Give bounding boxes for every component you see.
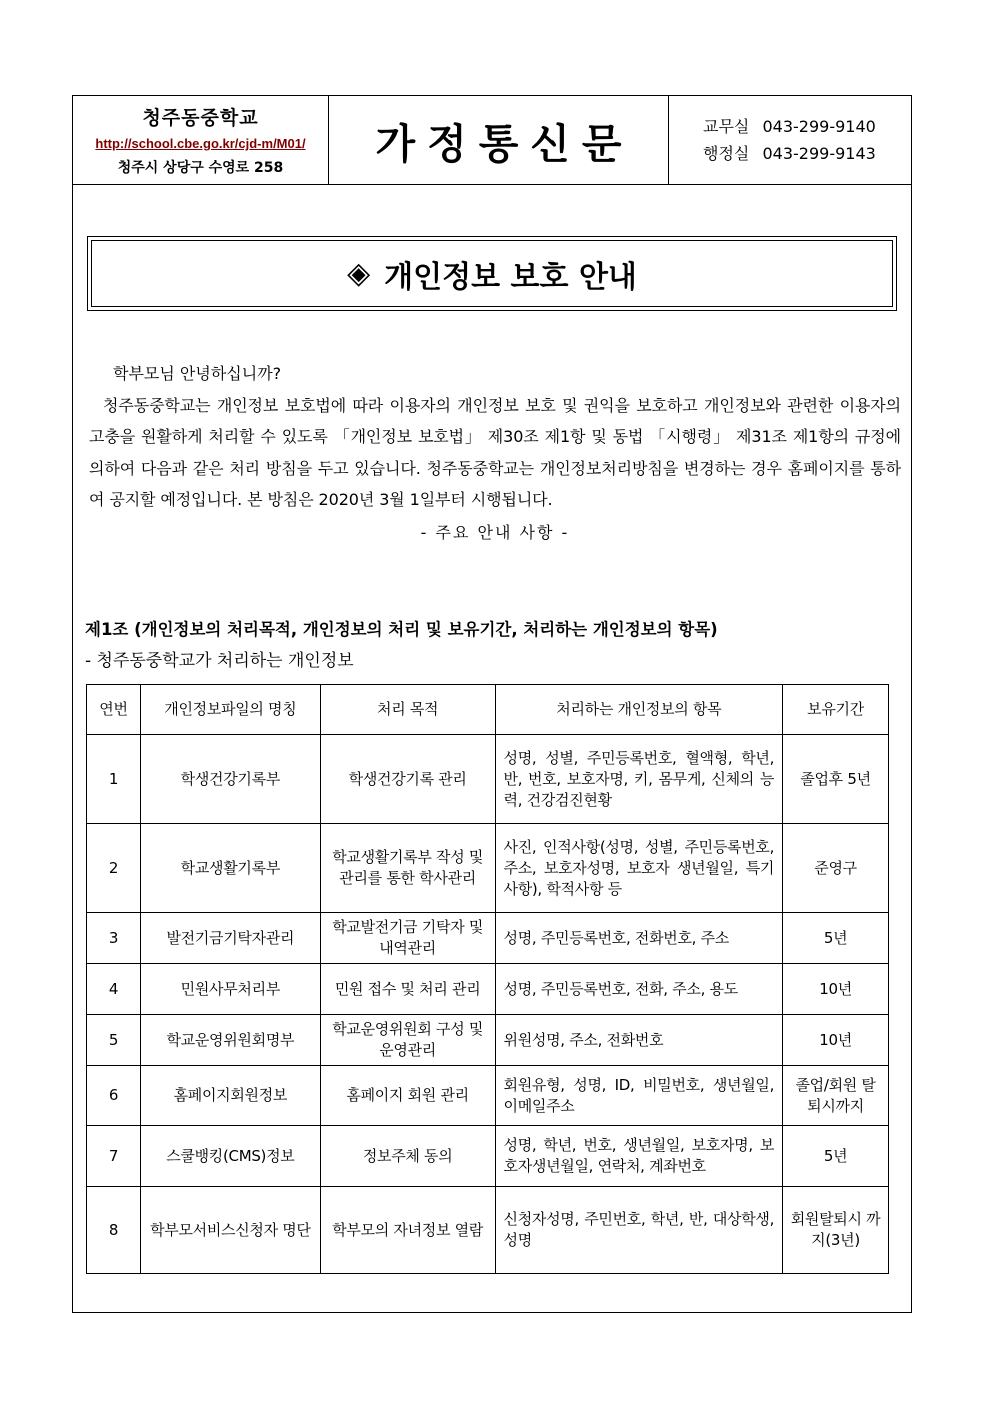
- table-row: [87, 913, 889, 964]
- school-address: 청주시 상당구 수영로 258: [117, 160, 284, 176]
- file-name: 홈페이지회원정보: [140, 1066, 320, 1126]
- data-items: 성명, 주민등록번호, 전화, 주소, 용도: [495, 964, 783, 1015]
- table-row: [87, 735, 889, 824]
- table-header-row: [87, 685, 889, 735]
- column-header: 개인정보파일의 명칭: [140, 685, 320, 735]
- retention-period: 10년: [783, 1015, 889, 1066]
- retention-period: 10년: [783, 964, 889, 1015]
- greeting: 학부모님 안녕하십니까?: [113, 364, 282, 383]
- diamond-icon: ◈: [347, 256, 371, 291]
- purpose: 학부모의 자녀정보 열람: [320, 1187, 495, 1274]
- contact-row: [703, 140, 911, 167]
- retention-period: 회원탈퇴시 까지(3년): [783, 1187, 889, 1274]
- school-url-link[interactable]: http://school.cbe.go.kr/cjd-m/M01/: [95, 136, 306, 151]
- school-name: 청주동중학교: [142, 107, 259, 129]
- column-header: 처리 목적: [320, 685, 495, 735]
- purpose: 학교생활기록부 작성 및 관리를 통한 학사관리: [320, 824, 495, 913]
- notice-title: 개인정보 보호 안내: [384, 259, 637, 295]
- school-info: [73, 96, 329, 184]
- table-row: [87, 1126, 889, 1187]
- retention-period: 졸업후 5년: [783, 735, 889, 824]
- file-name: 학부모서비스신청자 명단: [140, 1187, 320, 1274]
- purpose: 학교발전기금 기탁자 및 내역관리: [320, 913, 495, 964]
- row-number: 2: [87, 824, 141, 913]
- body-text: [89, 358, 901, 548]
- data-items: 신청자성명, 주민번호, 학년, 반, 대상학생, 성명: [495, 1187, 783, 1274]
- notice-title-box: [87, 236, 897, 311]
- file-name: 민원사무처리부: [140, 964, 320, 1015]
- section-subheading: - 주요 안내 사항 -: [420, 522, 570, 542]
- table-row: [87, 824, 889, 913]
- data-items: 사진, 인적사항(성명, 성별, 주민등록번호, 주소, 보호자성명, 보호자 생년월일, 특기사항), 학적사항 등: [495, 824, 783, 913]
- privacy-files-table: [86, 684, 889, 1274]
- intro-paragraph: 청주동중학교는 개인정보 보호법에 따라 이용자의 개인정보 보호 및 권익을 보호하고 개인정보와 관련한 이용자의 고충을 원활하게 처리할 수 있도록 「개인정보 보호법」 제30조 제1항 및 동법 「시행령」 제31조 제1항의 규정에 의하여 다음과 같은 처리 방침을 두고 있습니다. 청주동중학교는 개인정보처리방침을 변경하는 경우 홈페이지를 통하여 공지할 예정입니다. 본 방침은 2020년 3월 1일부터 시행됩니다.: [89, 395, 901, 509]
- column-header: 보유기간: [783, 685, 889, 735]
- contact-phone: 043-299-9140: [762, 117, 876, 136]
- file-name: 발전기금기탁자관리: [140, 913, 320, 964]
- data-items: 성명, 성별, 주민등록번호, 혈액형, 학년,반, 번호, 보호자명, 키, 몸무게, 신체의 능력, 건강검진현황: [495, 735, 783, 824]
- row-number: 6: [87, 1066, 141, 1126]
- contact-label: 행정실: [703, 144, 750, 163]
- newsletter-title: 가정통신문: [375, 119, 634, 168]
- column-header: 연번: [87, 685, 141, 735]
- contact-phone: 043-299-9143: [762, 144, 876, 163]
- purpose: 홈페이지 회원 관리: [320, 1066, 495, 1126]
- retention-period: 준영구: [783, 824, 889, 913]
- table-row: [87, 1015, 889, 1066]
- data-items: 위원성명, 주소, 전화번호: [495, 1015, 783, 1066]
- file-name: 학교운영위원회명부: [140, 1015, 320, 1066]
- newsletter-page: [72, 95, 912, 1313]
- contact-label: 교무실: [703, 117, 750, 136]
- purpose: 민원 접수 및 처리 관리: [320, 964, 495, 1015]
- table-row: [87, 1187, 889, 1274]
- column-header: 처리하는 개인정보의 항목: [495, 685, 783, 735]
- table-row: [87, 964, 889, 1015]
- file-name: 학생건강기록부: [140, 735, 320, 824]
- row-number: 3: [87, 913, 141, 964]
- file-name: 학교생활기록부: [140, 824, 320, 913]
- purpose: 학교운영위원회 구성 및 운영관리: [320, 1015, 495, 1066]
- article-title: 제1조 (개인정보의 처리목적, 개인정보의 처리 및 보유기간, 처리하는 개인정보의 항목): [85, 620, 718, 639]
- data-items: 성명, 주민등록번호, 전화번호, 주소: [495, 913, 783, 964]
- article-subtitle: - 청주동중학교가 처리하는 개인정보: [85, 651, 354, 671]
- purpose: 정보주체 동의: [320, 1126, 495, 1187]
- retention-period: 졸업/회원 탈퇴시까지: [783, 1066, 889, 1126]
- data-items: 회원유형, 성명, ID, 비밀번호, 생년월일, 이메일주소: [495, 1066, 783, 1126]
- row-number: 4: [87, 964, 141, 1015]
- retention-period: 5년: [783, 913, 889, 964]
- retention-period: 5년: [783, 1126, 889, 1187]
- data-items: 성명, 학년, 번호, 생년월일, 보호자명, 보호자생년월일, 연락처, 계좌번호: [495, 1126, 783, 1187]
- newsletter-header: [73, 96, 911, 185]
- contact-info: [669, 96, 911, 184]
- row-number: 8: [87, 1187, 141, 1274]
- notice-title-inner: [91, 240, 893, 307]
- newsletter-title-cell: [329, 96, 669, 184]
- row-number: 5: [87, 1015, 141, 1066]
- row-number: 1: [87, 735, 141, 824]
- contact-row: [703, 113, 911, 140]
- row-number: 7: [87, 1126, 141, 1187]
- purpose: 학생건강기록 관리: [320, 735, 495, 824]
- file-name: 스쿨뱅킹(CMS)정보: [140, 1126, 320, 1187]
- table-row: [87, 1066, 889, 1126]
